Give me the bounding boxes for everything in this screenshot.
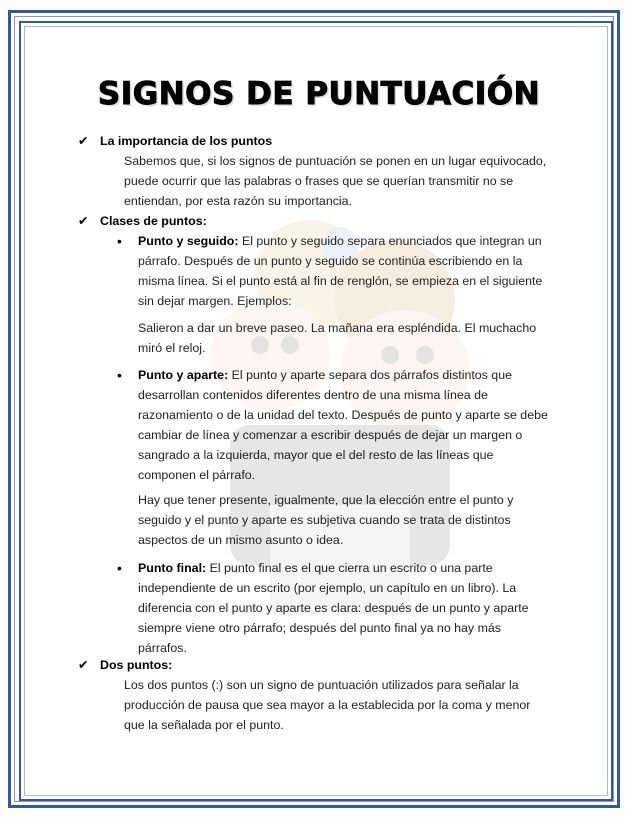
section-paragraph-dos-puntos <box>124 675 530 735</box>
term-label: Punto y aparte: <box>138 368 229 382</box>
paragraph-line: desarrollan contenidos diferentes dentro de una misma línea de <box>138 388 488 402</box>
paragraph-line: puede ocurrir que las palabras o frases que se querían transmitir no se <box>124 174 514 188</box>
paragraph-line: aspectos de un mismo asunto o idea. <box>138 533 344 547</box>
paragraph-line: sangrado a la izquierda, mayor que el del resto de las líneas que <box>138 448 494 462</box>
section-heading-clases: ✔ Clases de puntos: <box>78 211 207 231</box>
list-item-punto-aparte: Punto y aparte: El punto y aparte separa dos párrafos distintos que desarrollan contenidos diferentes dentro de una misma línea de razonamiento o de la unidad del texto. Después de punto y aparte se debe cambiar de línea y comenzar a escribir después de dejar un margen o sangrado a la izquierda, mayor que el del resto de las líneas que componen el párrafo. <box>138 365 548 485</box>
paragraph-line: independiente de un escrito (por ejemplo, un capítulo en un libro). La <box>138 581 517 595</box>
paragraph-line: miró el reloj. <box>138 341 206 355</box>
section-heading-importancia: ✔ La importancia de los puntos <box>78 131 272 151</box>
paragraph-line: misma línea. Si el punto está al fin de renglón, se empieza en el siguiente <box>138 274 543 288</box>
paragraph-line: diferencia con el punto y aparte es clara: después de un punto y aparte <box>138 601 529 615</box>
bullet-icon: • <box>117 367 122 383</box>
paragraph-line: entiendan, por esta razón su importancia. <box>124 194 352 208</box>
paragraph-line: razonamiento o de la unidad del texto. Después de punto y aparte se debe <box>138 408 548 422</box>
section-heading-dos-puntos: ✔ Dos puntos: <box>78 655 172 675</box>
paragraph-line: Sabemos que, si los signos de puntuación se ponen en un lugar equivocado, <box>124 154 547 168</box>
paragraph-line: siempre viene otro párrafo; después del punto final ya no hay más <box>138 621 501 635</box>
term-label: Punto final: <box>138 561 207 575</box>
paragraph-line: párrafos. <box>138 641 187 655</box>
paragraph-line: párrafo. Después de un punto y seguido se continúa escribiendo en la <box>138 254 523 268</box>
list-item-punto-seguido: Punto y seguido: El punto y seguido separa enunciados que integran un párrafo. Después de un punto y seguido se continúa escribiendo en la misma línea. Si el punto está al fin de renglón, se empieza en el siguiente sin dejar margen. Ejemplos: <box>138 231 542 311</box>
paragraph-line: Los dos puntos (:) son un signo de puntuación utilizados para señalar la <box>124 678 519 692</box>
check-mark-icon: ✔ <box>78 134 89 148</box>
page-title: SIGNOS DE PUNTUACIÓN <box>97 76 541 112</box>
paragraph-line: sin dejar margen. Ejemplos: <box>138 294 292 308</box>
paragraph-line: Hay que tener presente, igualmente, que la elección entre el punto y <box>138 493 514 507</box>
paragraph-line: componen el párrafo. <box>138 468 256 482</box>
section-paragraph-importancia <box>124 151 546 211</box>
paragraph-line: seguido y el punto y aparte es subjetiva cuando se trata de distintos <box>138 513 511 527</box>
bullet-icon: • <box>117 560 122 576</box>
bullet-icon: • <box>117 233 122 249</box>
paragraph-line: que la señalada por el punto. <box>124 718 284 732</box>
paragraph-line: Salieron a dar un breve paseo. La mañana era espléndida. El muchacho <box>138 321 537 335</box>
note-paragraph-punto-aparte <box>138 490 513 550</box>
check-mark-icon: ✔ <box>78 214 89 228</box>
check-mark-icon: ✔ <box>78 658 89 672</box>
paragraph-line: producción de pausa que sea mayor a la establecida por la coma y menor <box>124 698 531 712</box>
example-paragraph-punto-seguido <box>138 318 536 358</box>
list-item-punto-final: Punto final: El punto final es el que cierra un escrito o una parte independiente de un escrito (por ejemplo, un capítulo en un libro). La diferencia con el punto y aparte es clara: después de un punto y aparte siempre viene otro párrafo; después del punto final ya no hay más párrafos. <box>138 558 529 658</box>
term-label: Punto y seguido: <box>138 234 239 248</box>
paragraph-line: cambiar de línea y comenzar a escribir después de dejar un margen o <box>138 428 523 442</box>
